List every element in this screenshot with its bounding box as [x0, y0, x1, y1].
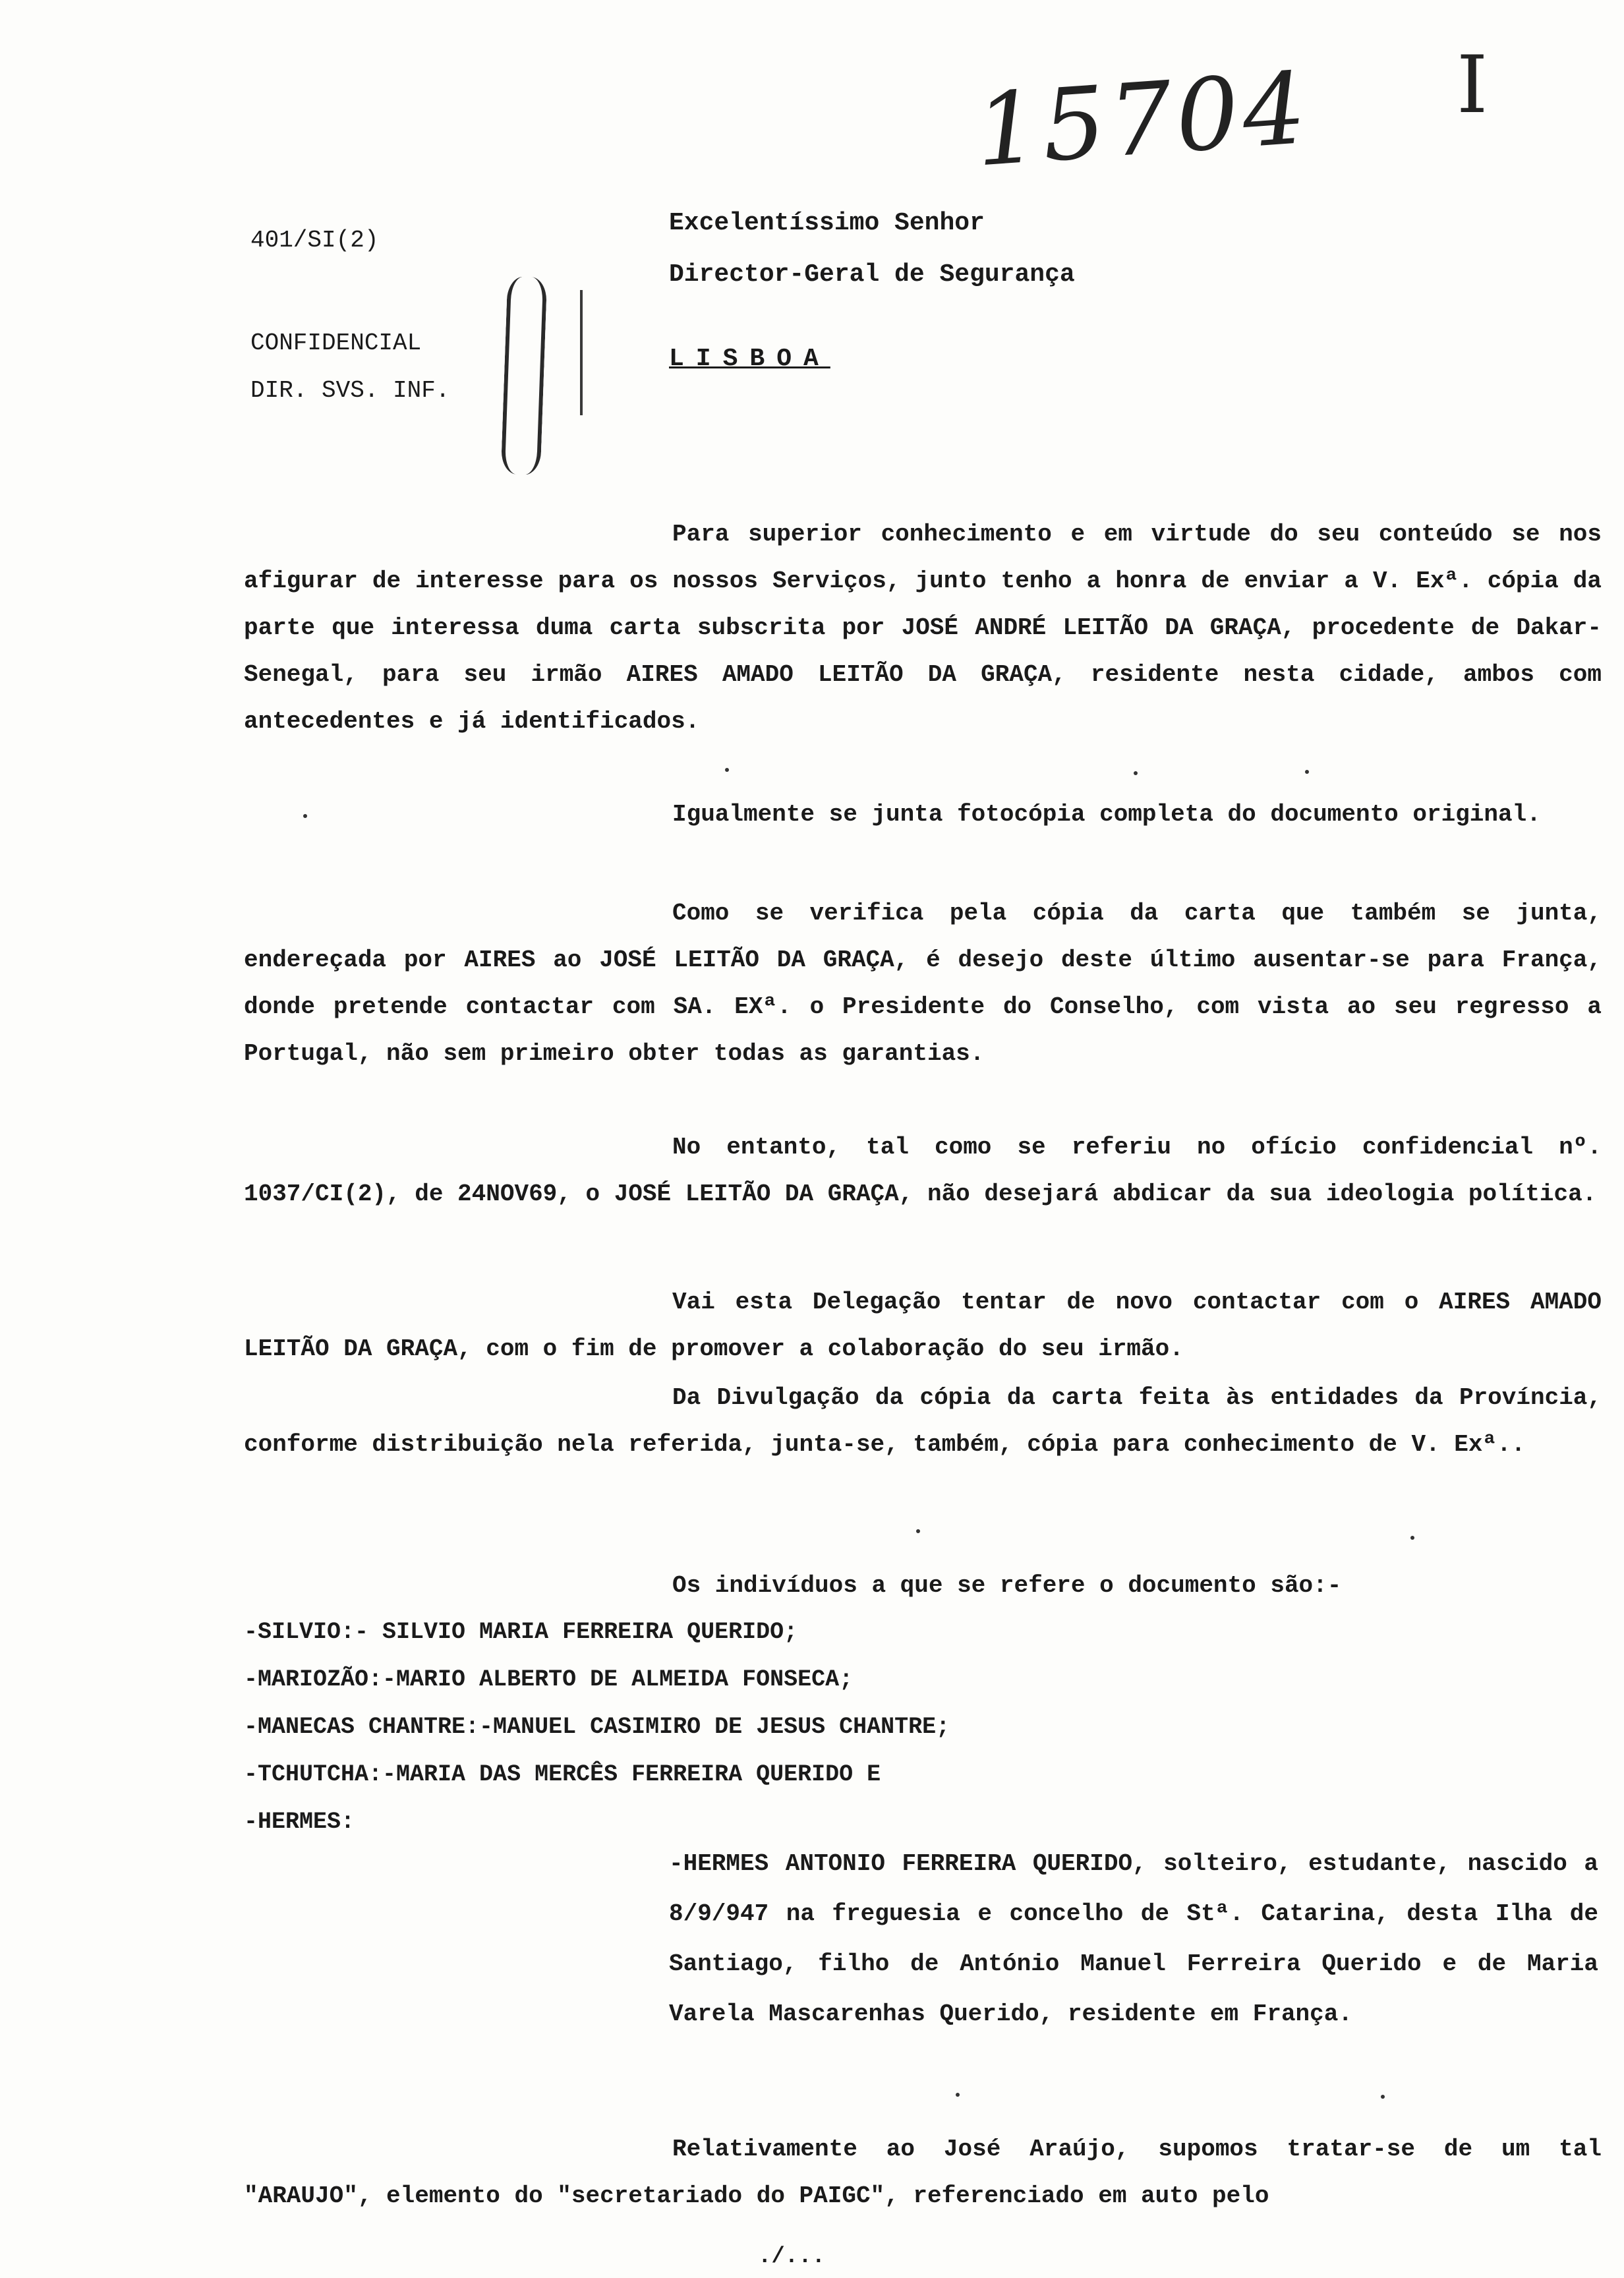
reference-code: 401/SI(2)	[250, 227, 379, 254]
list-item: -MARIOZÃO:-MARIO ALBERTO DE ALMEIDA FONSECA;	[244, 1666, 854, 1693]
list-item: -MANECAS CHANTRE:-MANUEL CASIMIRO DE JESUS CHANTRE;	[244, 1714, 950, 1740]
scan-speck	[1305, 770, 1309, 774]
hermes-details: -HERMES ANTONIO FERREIRA QUERIDO, solteiro, estudante, nascido a 8/9/947 na freguesia e concelho de Stª. Catarina, desta Ilha de Santiago, filho de António Manuel Ferreira Querido e de Maria Varela Mascarenhas Querido, residente em França.	[669, 1850, 1598, 2028]
paragraph: Da Divulgação da cópia da carta feita às entidades da Província, conforme distribuição nela referida, junta-se, também, cópia para conhecimento de V. Exª..	[244, 1384, 1602, 1458]
list-item: -HERMES:	[244, 1809, 355, 1835]
scan-speck	[1410, 1536, 1414, 1540]
paragraph: Para superior conhecimento e em virtude do seu conteúdo se nos afigurar de interesse para os nossos Serviços, junto tenho a honra de enviar a V. Exª. cópia da parte que interessa duma carta subscrita por JOSÉ ANDRÉ LEITÃO DA GRAÇA, procedente de Dakar-Senegal, para seu irmão AIRES AMADO LEITÃO DA GRAÇA, residente nesta cidade, ambos com antecedentes e já identificados.	[244, 521, 1602, 735]
classification-block	[250, 320, 450, 415]
addressee-block	[669, 198, 1075, 385]
paragraph: Como se verifica pela cópia da carta que também se junta, endereçada por AIRES ao JOSÉ LEITÃO DA GRAÇA, é desejo deste último ausentar-se para França, donde pretende contactar com SA. EXª. o Presidente do Conselho, com vista ao seu regresso a Portugal, não sem primeiro obter todas as garantias.	[244, 900, 1602, 1067]
addressee-title: Excelentíssimo Senhor	[669, 209, 985, 237]
paragraph: No entanto, tal como se referiu no ofício confidencial nº. 1037/CI(2), de 24NOV69, o JOSÉ LEITÃO DA GRAÇA, não desejará abdicar da sua ideologia política.	[244, 1134, 1602, 1208]
closing-paragraph: Relativamente ao José Araújo, supomos tratar-se de um tal "ARAUJO", elemento do "secretariado do PAIGC", referenciado em auto pelo	[244, 2136, 1602, 2209]
paragraph: Vai esta Delegação tentar de novo contactar com o AIRES AMADO LEITÃO DA GRAÇA, com o fim de promover a colaboração do seu irmão.	[244, 1289, 1602, 1362]
scan-speck	[916, 1529, 920, 1533]
scan-speck	[1134, 771, 1138, 775]
handwritten-mark: I	[1457, 40, 1488, 131]
page-continuation: ./...	[758, 2244, 826, 2269]
classification-line: DIR. SVS. INF.	[250, 377, 450, 404]
list-item: -TCHUTCHA:-MARIA DAS MERCÊS FERREIRA QUERIDO E	[244, 1761, 881, 1788]
scan-speck	[303, 814, 307, 818]
classification-line: CONFIDENCIAL	[250, 330, 422, 357]
addressee-position: Director-Geral de Segurança	[669, 260, 1075, 289]
handwritten-line-mark	[580, 290, 583, 415]
individuals-list	[244, 1608, 950, 1846]
addressee-city: LISBOA	[669, 345, 830, 373]
handwritten-number: 15704	[972, 51, 1314, 189]
scan-speck	[725, 768, 729, 772]
paragraph: Igualmente se junta fotocópia completa do documento original.	[672, 801, 1541, 828]
scan-speck	[956, 2093, 960, 2097]
scan-speck	[1381, 2095, 1385, 2099]
list-intro: Os indivíduos a que se refere o documento são:-	[672, 1572, 1342, 1599]
list-item: -SILVIO:- SILVIO MARIA FERREIRA QUERIDO;	[244, 1619, 798, 1645]
handwritten-bracket-mark	[501, 276, 547, 475]
